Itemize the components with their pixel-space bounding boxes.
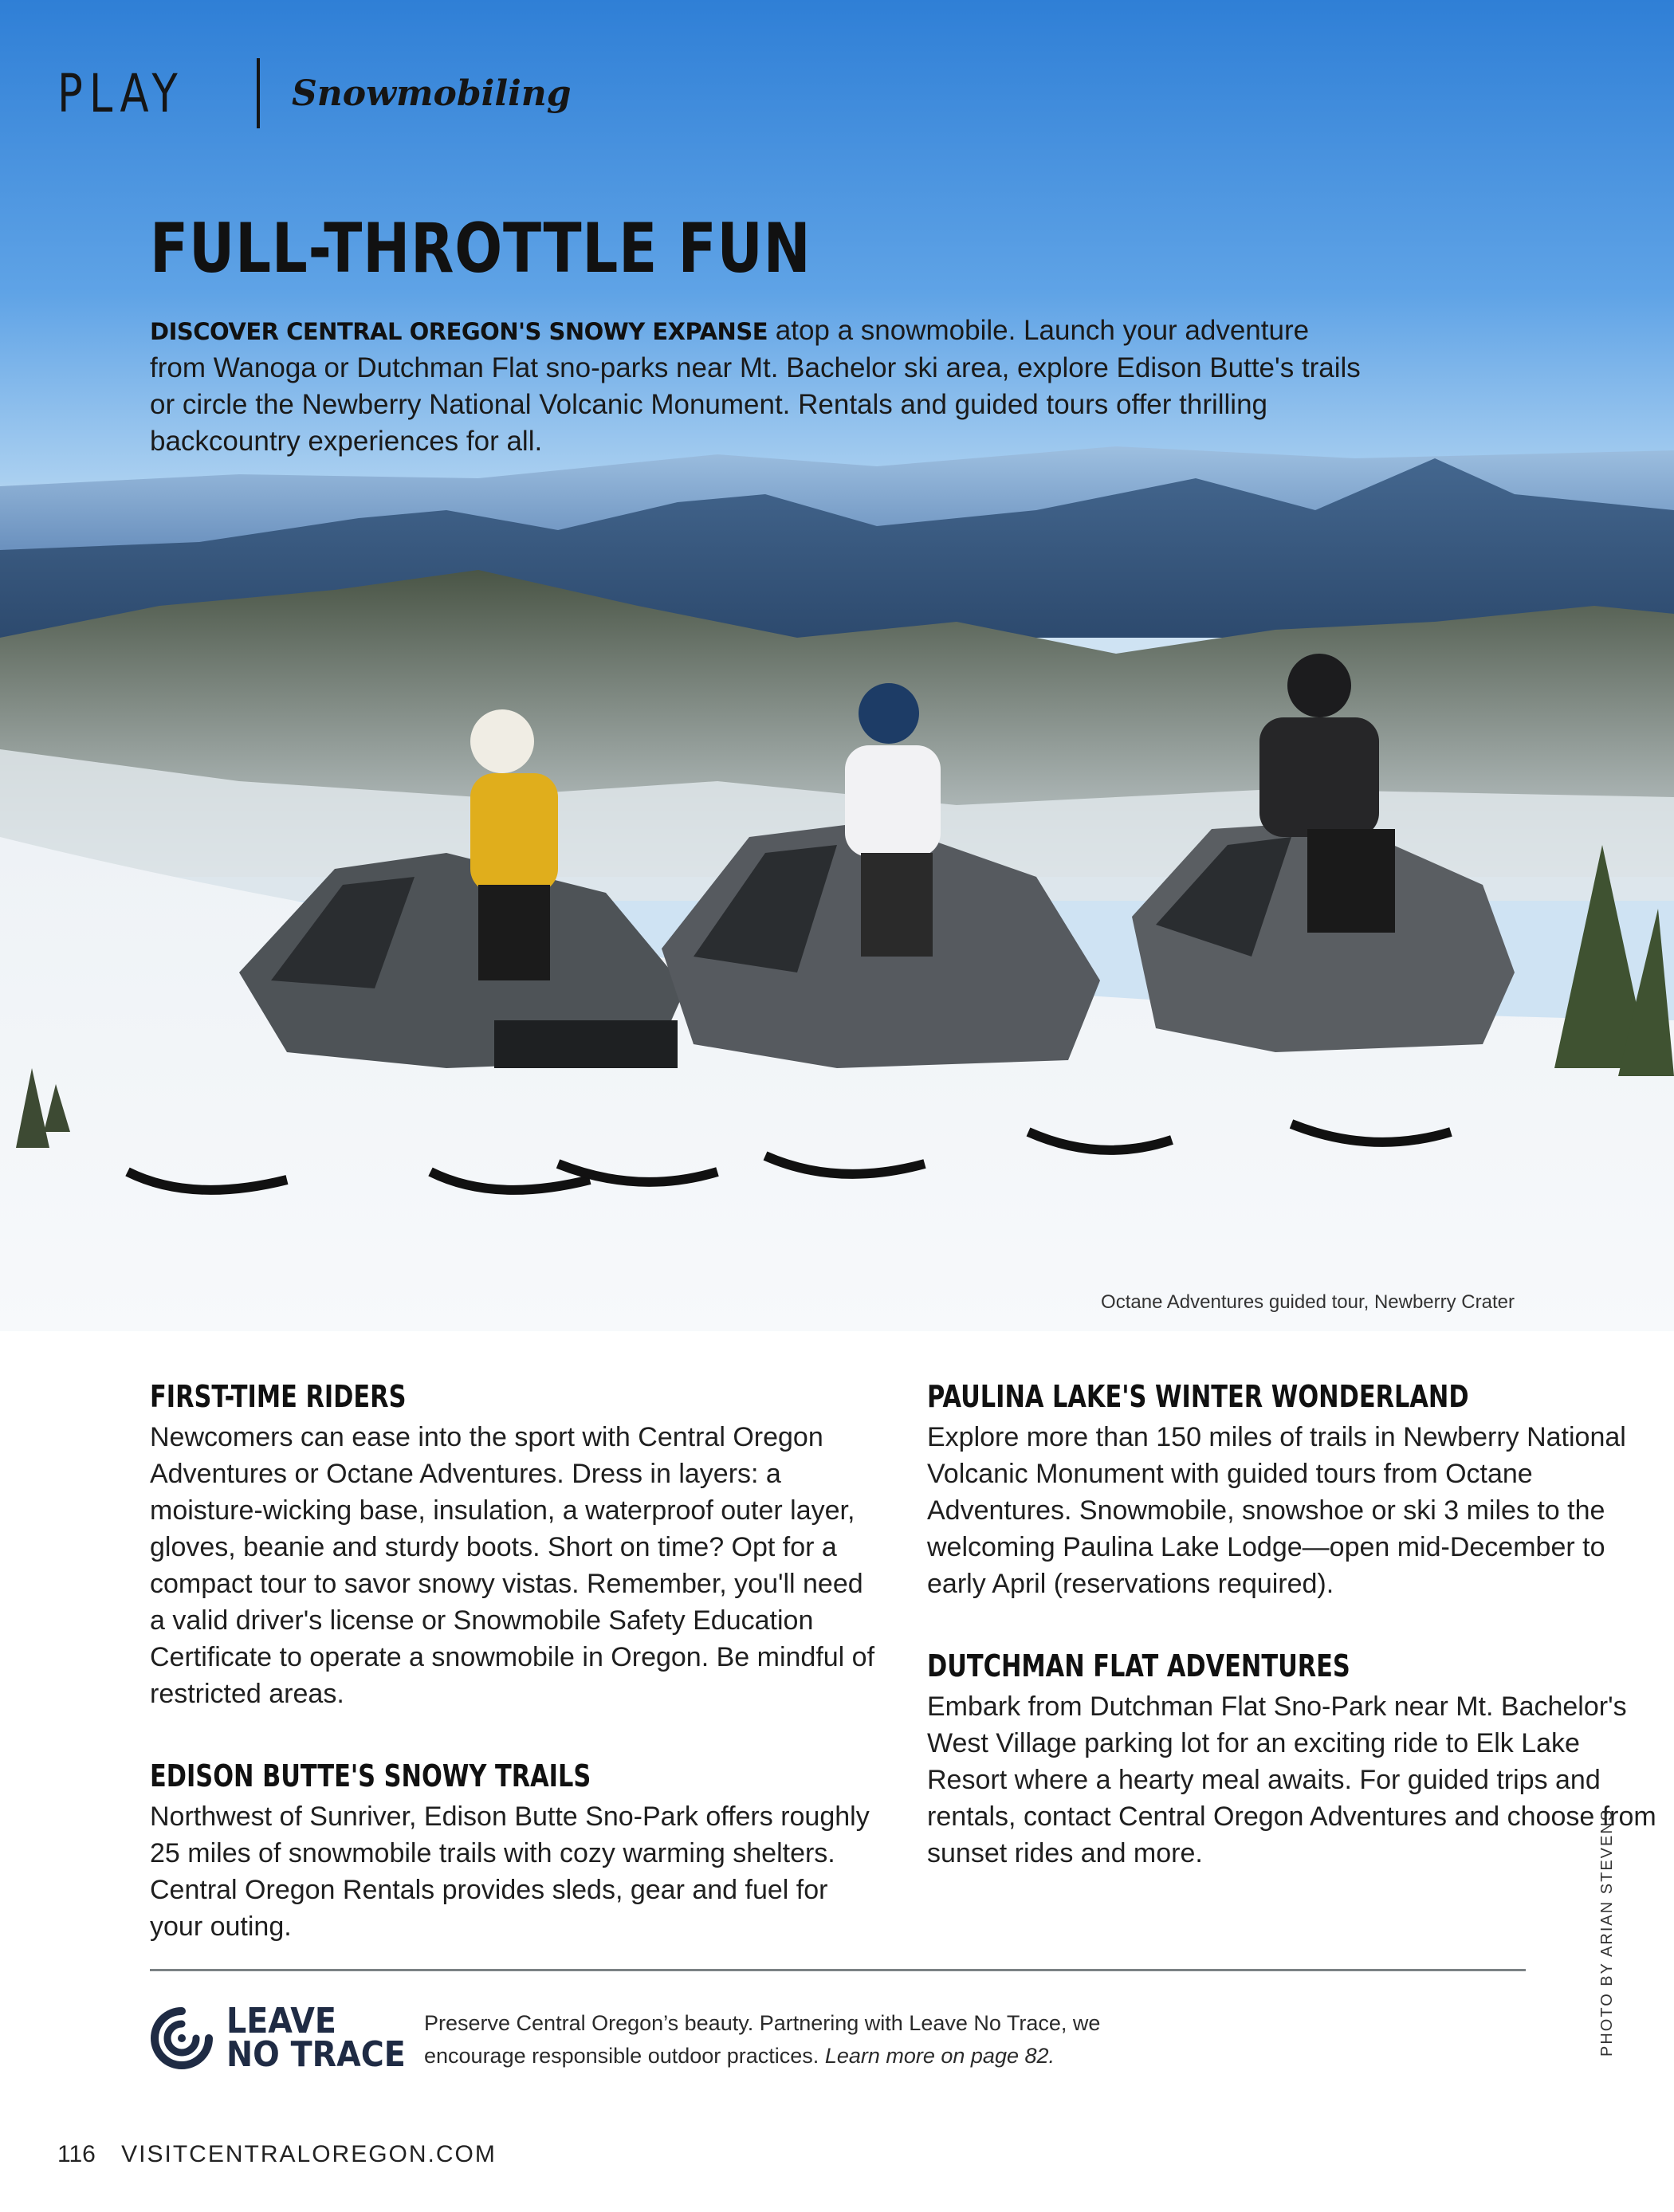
page-footer — [57, 2141, 497, 2168]
leave-no-trace-logo — [148, 2001, 426, 2075]
intro-text: atop a snowmobile. Launch your adventure from Wanoga or Dutchman Flat sno-parks near Mt. Bachelor ski area, explore Edison Butte's trails or circle the Newberry National Volcanic Monument. Rentals and guided tours offer thrilling backcountry experiences for all. — [150, 315, 1361, 457]
section-subcategory: Snowmobiling — [292, 73, 572, 114]
intro-lead: DISCOVER CENTRAL OREGON'S SNOWY EXPANSE — [150, 318, 768, 345]
spiral-icon — [148, 2005, 215, 2072]
photo-caption: Octane Adventures guided tour, Newberry Crater — [1101, 1291, 1515, 1313]
section-heading: FIRST-TIME RIDERS — [150, 1379, 407, 1414]
article-section — [927, 1379, 1660, 1602]
intro-paragraph — [150, 312, 1362, 460]
logo-line-1: LEAVE — [226, 2001, 336, 2041]
article-section — [150, 1758, 883, 1945]
photo-credit: PHOTO BY ARIAN STEVENS — [1598, 1808, 1616, 2057]
logo-wordmark — [226, 2001, 406, 2075]
logo-line-2: NO TRACE — [226, 2034, 406, 2075]
section-category: PLAY — [57, 62, 184, 124]
page-number: 116 — [57, 2141, 96, 2167]
section-body: Embark from Dutchman Flat Sno-Park near Mt. Bachelor's West Village parking lot for an exciting ride to Elk Lake Resort where a hearty meal awaits. For guided trips and rentals, contact Central Oregon Adventures and choose from sunset rides and more. — [927, 1691, 1656, 1868]
lnt-message: Preserve Central Oregon’s beauty. Partnering with Leave No Trace, we encourage responsible outdoor practices. — [424, 2011, 1101, 2068]
right-column — [927, 1379, 1660, 1918]
section-body: Northwest of Sunriver, Edison Butte Sno-Park offers roughly 25 miles of snowmobile trails with cozy warming shelters. Central Oregon Rentals provides sleds, gear and fuel for your outing. — [150, 1801, 870, 1942]
section-divider — [257, 58, 260, 128]
lnt-page-reference: Learn more on page 82. — [824, 2044, 1055, 2068]
section-body: Explore more than 150 miles of trails in Newberry National Volcanic Monument with guided tours from Octane Adventures. Snowmobile, snowshoe or ski 3 miles to the welcoming Paulina Lake Lodge—open mid-December to early April (reservations required). — [927, 1422, 1626, 1599]
article-section — [150, 1379, 883, 1712]
page-title: FULL-THROTTLE FUN — [150, 209, 811, 289]
left-column — [150, 1379, 883, 1991]
horizontal-rule — [150, 1969, 1526, 1971]
section-heading: EDISON BUTTE'S SNOWY TRAILS — [150, 1758, 591, 1794]
section-body: Newcomers can ease into the sport with Central Oregon Adventures or Octane Adventures. Dress in layers: a moisture-wicking base, insulation, a waterproof outer layer, gloves, beanie and sturdy boots. Short on time? Opt for a compact tour to savor snowy vistas. Remember, you'll need a valid driver's license or Snowmobile Safety Education Certificate to operate a snowmobile in Oregon. Be mindful of restricted areas. — [150, 1422, 875, 1709]
site-url: VISITCENTRALOREGON.COM — [121, 2141, 497, 2167]
section-heading: DUTCHMAN FLAT ADVENTURES — [927, 1648, 1350, 1684]
leave-no-trace-note — [424, 2007, 1142, 2073]
section-heading: PAULINA LAKE'S WINTER WONDERLAND — [927, 1379, 1469, 1414]
section-header — [57, 57, 572, 129]
article-section — [927, 1648, 1660, 1872]
